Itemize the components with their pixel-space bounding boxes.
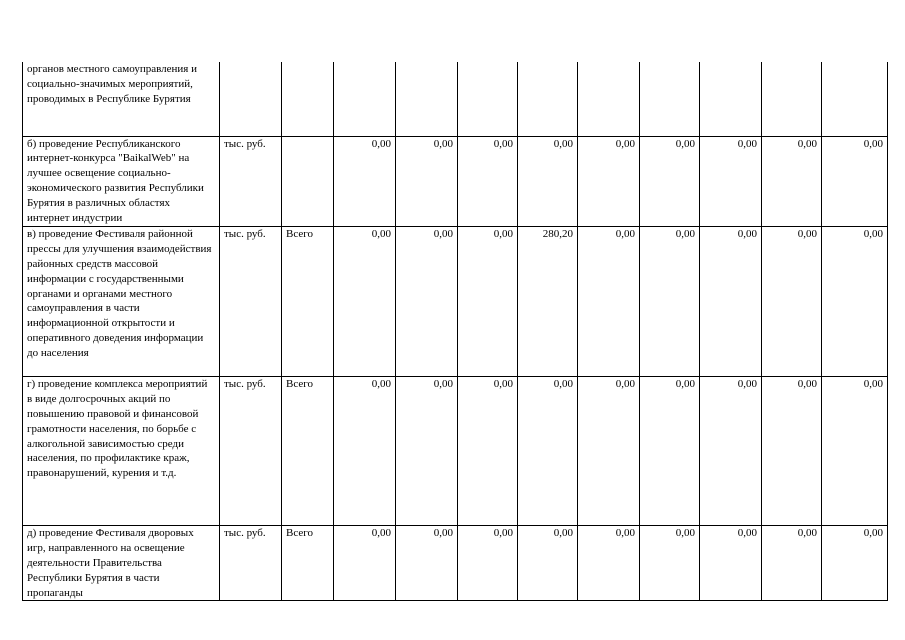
row-unit: тыс. руб. bbox=[220, 136, 282, 226]
table-row bbox=[23, 376, 888, 525]
row-unit: тыс. руб. bbox=[220, 226, 282, 376]
row-scope bbox=[282, 136, 334, 226]
table-row bbox=[23, 136, 888, 226]
value-cell: 0,00 bbox=[578, 226, 640, 376]
value-cell bbox=[822, 62, 888, 136]
row-description: б) проведение Республиканского интернет-конкурса "BaikalWeb" на лучшее освещение социально-экономического развития Республики Бурятия в различных областях интернет индустрии bbox=[23, 136, 220, 226]
budget-table bbox=[22, 62, 888, 601]
value-cell: 0,00 bbox=[518, 136, 578, 226]
value-cell: 0,00 bbox=[458, 136, 518, 226]
value-cell: 0,00 bbox=[762, 376, 822, 525]
table-row bbox=[23, 226, 888, 376]
value-cell: 0,00 bbox=[700, 136, 762, 226]
value-cell bbox=[334, 62, 396, 136]
value-cell: 0,00 bbox=[578, 525, 640, 601]
value-cell: 0,00 bbox=[700, 226, 762, 376]
value-cell: 0,00 bbox=[458, 376, 518, 525]
value-cell: 0,00 bbox=[762, 525, 822, 601]
row-scope: Всего bbox=[282, 226, 334, 376]
value-cell bbox=[700, 62, 762, 136]
value-cell: 0,00 bbox=[640, 525, 700, 601]
table-row bbox=[23, 62, 888, 136]
value-cell: 0,00 bbox=[458, 525, 518, 601]
value-cell: 0,00 bbox=[578, 136, 640, 226]
row-scope: Всего bbox=[282, 376, 334, 525]
value-cell: 0,00 bbox=[822, 136, 888, 226]
value-cell: 280,20 bbox=[518, 226, 578, 376]
value-cell: 0,00 bbox=[334, 136, 396, 226]
value-cell bbox=[640, 62, 700, 136]
value-cell: 0,00 bbox=[334, 376, 396, 525]
row-description: в) проведение Фестиваля районной прессы для улучшения взаимодействия районных средств массовой информации с государственными органами и органами местного самоуправления в части информационной открытости и оперативного доведения информации до населения bbox=[23, 226, 220, 376]
row-description: г) проведение комплекса мероприятий в виде долгосрочных акций по повышению правовой и финансовой грамотности населения, по борьбе с алкогольной зависимостью среди населения, по профилактике краж, правонарушений, курения и т.д. bbox=[23, 376, 220, 525]
value-cell: 0,00 bbox=[396, 376, 458, 525]
row-description: д) проведение Фестиваля дворовых игр, направленного на освещение деятельности Правительства Республики Бурятия в части пропаганды bbox=[23, 525, 220, 601]
value-cell: 0,00 bbox=[396, 136, 458, 226]
value-cell: 0,00 bbox=[458, 226, 518, 376]
row-scope: Всего bbox=[282, 525, 334, 601]
value-cell bbox=[762, 62, 822, 136]
value-cell: 0,00 bbox=[822, 525, 888, 601]
value-cell: 0,00 bbox=[396, 226, 458, 376]
value-cell bbox=[518, 62, 578, 136]
row-unit: тыс. руб. bbox=[220, 525, 282, 601]
value-cell: 0,00 bbox=[396, 525, 458, 601]
value-cell: 0,00 bbox=[762, 136, 822, 226]
row-scope bbox=[282, 62, 334, 136]
value-cell bbox=[458, 62, 518, 136]
value-cell: 0,00 bbox=[518, 376, 578, 525]
value-cell: 0,00 bbox=[578, 376, 640, 525]
value-cell: 0,00 bbox=[700, 376, 762, 525]
value-cell bbox=[396, 62, 458, 136]
value-cell: 0,00 bbox=[334, 525, 396, 601]
value-cell: 0,00 bbox=[822, 226, 888, 376]
value-cell: 0,00 bbox=[640, 226, 700, 376]
row-unit bbox=[220, 62, 282, 136]
value-cell: 0,00 bbox=[518, 525, 578, 601]
value-cell: 0,00 bbox=[762, 226, 822, 376]
value-cell: 0,00 bbox=[334, 226, 396, 376]
value-cell: 0,00 bbox=[640, 136, 700, 226]
value-cell: 0,00 bbox=[700, 525, 762, 601]
value-cell: 0,00 bbox=[822, 376, 888, 525]
value-cell bbox=[578, 62, 640, 136]
table-row bbox=[23, 525, 888, 601]
value-cell: 0,00 bbox=[640, 376, 700, 525]
row-description: органов местного самоуправления и социально-значимых мероприятий, проводимых в Республике Бурятия bbox=[23, 62, 220, 136]
row-unit: тыс. руб. bbox=[220, 376, 282, 525]
